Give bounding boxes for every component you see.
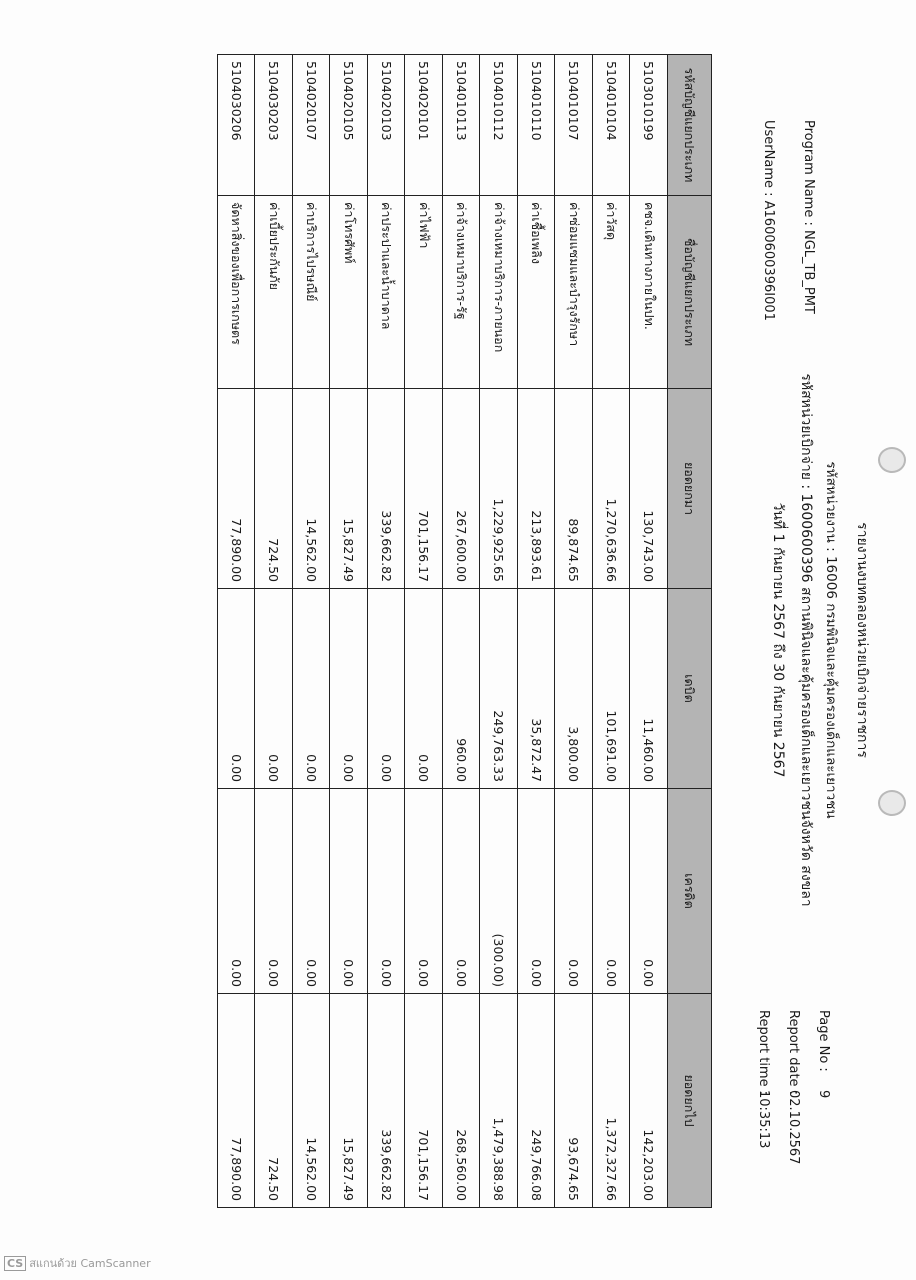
cell-account-code: 5103010199	[630, 55, 668, 196]
cell-closing-balance: 268,560.00	[443, 994, 481, 1208]
cell-credit: 0.00	[555, 789, 593, 994]
cell-account-code: 5104030203	[255, 55, 293, 196]
punch-hole	[878, 790, 906, 816]
cell-account-name: ค่าจ้างเหมาบริการ-รัฐ	[443, 196, 481, 389]
cell-closing-balance: 724.50	[255, 994, 293, 1208]
report-time-label: Report time :	[756, 1010, 771, 1096]
disbursement-unit-line: รหัสหน่วยเบิกจ่าย : 1600600396 สถานพินิจและคุ้มครองเด็กและเยาวชนจังหวัด สงขลา	[798, 373, 814, 907]
cell-account-code: 5104020107	[293, 55, 331, 196]
cell-opening-balance: 77,890.00	[218, 389, 256, 589]
page-no-label: Page No :	[816, 1010, 831, 1072]
cell-account-code: 5104010113	[443, 55, 481, 196]
report-title: รายงานงบทดลองหน่วยเบิกจ่ายราชการ	[854, 522, 870, 758]
table-row	[405, 55, 443, 1208]
cell-debit: 0.00	[330, 589, 368, 789]
report-date-value: 02.10.2567	[786, 1090, 801, 1165]
table-row	[518, 55, 556, 1208]
cell-debit: 0.00	[255, 589, 293, 789]
header-closing-balance: ยอดยกไป	[668, 994, 712, 1208]
cell-closing-balance: 15,827.49	[330, 994, 368, 1208]
header-debit: เดบิต	[668, 589, 712, 789]
cell-debit: 3,800.00	[555, 589, 593, 789]
table-row	[480, 55, 518, 1208]
table-row	[593, 55, 631, 1208]
cell-debit: 101,691.00	[593, 589, 631, 789]
cell-credit: 0.00	[593, 789, 631, 994]
table-row	[330, 55, 368, 1208]
cell-closing-balance: 249,766.08	[518, 994, 556, 1208]
camscanner-text: สแกนด้วย CamScanner	[29, 1257, 151, 1270]
cell-opening-balance: 130,743.00	[630, 389, 668, 589]
cell-debit: 11,460.00	[630, 589, 668, 789]
cell-closing-balance: 77,890.00	[218, 994, 256, 1208]
cell-account-name: ค่าวัสดุ	[593, 196, 631, 389]
cell-debit: 0.00	[293, 589, 331, 789]
cell-account-code: 5104030206	[218, 55, 256, 196]
cell-account-name: ค่าบริการไปรษณีย์	[293, 196, 331, 389]
table-row	[255, 55, 293, 1208]
cell-closing-balance: 1,479,388.98	[480, 994, 518, 1208]
table-row	[218, 55, 256, 1208]
punch-hole	[878, 447, 906, 473]
cell-closing-balance: 93,674.65	[555, 994, 593, 1208]
cell-credit: 0.00	[293, 789, 331, 994]
cell-account-name: ค่าเชื้อเพลิง	[518, 196, 556, 389]
cell-account-name: ค่าโทรศัพท์	[330, 196, 368, 389]
cell-credit: 0.00	[630, 789, 668, 994]
cell-account-name: จัดหาสิ่งของเพื่อการเกษตร	[218, 196, 256, 389]
cell-account-name: ค่าประปาและน้ำบาดาล	[368, 196, 406, 389]
cell-debit: 249,763.33	[480, 589, 518, 789]
page-no-value: 9	[816, 1090, 831, 1099]
cell-account-name: ค่าซ่อมแซมและบำรุงรักษา	[555, 196, 593, 389]
header-account-name: ชื่อบัญชีแยกประเภท	[668, 196, 712, 389]
cell-credit: 0.00	[330, 789, 368, 994]
cell-opening-balance: 701,156.17	[405, 389, 443, 589]
cell-debit: 960.00	[443, 589, 481, 789]
cell-account-code: 5104020105	[330, 55, 368, 196]
department-line: รหัสหน่วยงาน : 16006 กรมพินิจและคุ้มครองเด็กและเยาวชน	[823, 461, 839, 819]
cell-opening-balance: 339,662.82	[368, 389, 406, 589]
program-name: Program Name : NGL_TB_PMT	[801, 120, 816, 314]
cell-account-name: ค่าเบี้ยประกันภัย	[255, 196, 293, 389]
table-row	[293, 55, 331, 1208]
cell-opening-balance: 213,893.61	[518, 389, 556, 589]
report-date-label: Report date :	[786, 1010, 801, 1096]
cell-closing-balance: 1,372,327.66	[593, 994, 631, 1208]
cell-debit: 35,872.47	[518, 589, 556, 789]
trial-balance-table	[217, 54, 712, 1208]
cell-opening-balance: 724.50	[255, 389, 293, 589]
cell-closing-balance: 142,203.00	[630, 994, 668, 1208]
cell-closing-balance: 14,562.00	[293, 994, 331, 1208]
cell-opening-balance: 89,874.65	[555, 389, 593, 589]
cell-account-code: 5104010112	[480, 55, 518, 196]
table-row	[368, 55, 406, 1208]
cell-account-code: 5104020103	[368, 55, 406, 196]
user-name: UserName : A1600600396I001	[761, 120, 776, 321]
cell-account-code: 5104010110	[518, 55, 556, 196]
cell-debit: 0.00	[368, 589, 406, 789]
report-period: วันที่ 1 กันยายน 2567 ถึง 30 กันยายน 2567	[770, 502, 786, 778]
cell-opening-balance: 15,827.49	[330, 389, 368, 589]
cell-account-name: ค่าไฟฟ้า	[405, 196, 443, 389]
cell-credit: (300.00)	[480, 789, 518, 994]
camscanner-logo-icon: CS	[4, 1256, 26, 1271]
cell-account-code: 5104010107	[555, 55, 593, 196]
table-row	[443, 55, 481, 1208]
header-opening-balance: ยอดยกมา	[668, 389, 712, 589]
table-header-row	[668, 55, 712, 1208]
cell-credit: 0.00	[368, 789, 406, 994]
cell-account-code: 5104010104	[593, 55, 631, 196]
cell-credit: 0.00	[405, 789, 443, 994]
camscanner-watermark	[4, 1254, 151, 1272]
cell-account-name: ค่าจ้างเหมาบริการ-ภายนอก	[480, 196, 518, 389]
cell-debit: 0.00	[405, 589, 443, 789]
cell-opening-balance: 1,229,925.65	[480, 389, 518, 589]
cell-credit: 0.00	[255, 789, 293, 994]
cell-opening-balance: 14,562.00	[293, 389, 331, 589]
table-row	[630, 55, 668, 1208]
cell-account-code: 5104020101	[405, 55, 443, 196]
cell-closing-balance: 339,662.82	[368, 994, 406, 1208]
cell-closing-balance: 701,156.17	[405, 994, 443, 1208]
cell-opening-balance: 267,600.00	[443, 389, 481, 589]
cell-credit: 0.00	[443, 789, 481, 994]
header-credit: เครดิต	[668, 789, 712, 994]
header-account-code: รหัสบัญชีแยกประเภท	[668, 55, 712, 196]
cell-debit: 0.00	[218, 589, 256, 789]
cell-credit: 0.00	[218, 789, 256, 994]
table-row	[555, 55, 593, 1208]
cell-credit: 0.00	[518, 789, 556, 994]
cell-account-name: คชจ.เดินทางภายในปท.	[630, 196, 668, 389]
cell-opening-balance: 1,270,636.66	[593, 389, 631, 589]
report-time-value: 10:35:13	[756, 1090, 771, 1149]
